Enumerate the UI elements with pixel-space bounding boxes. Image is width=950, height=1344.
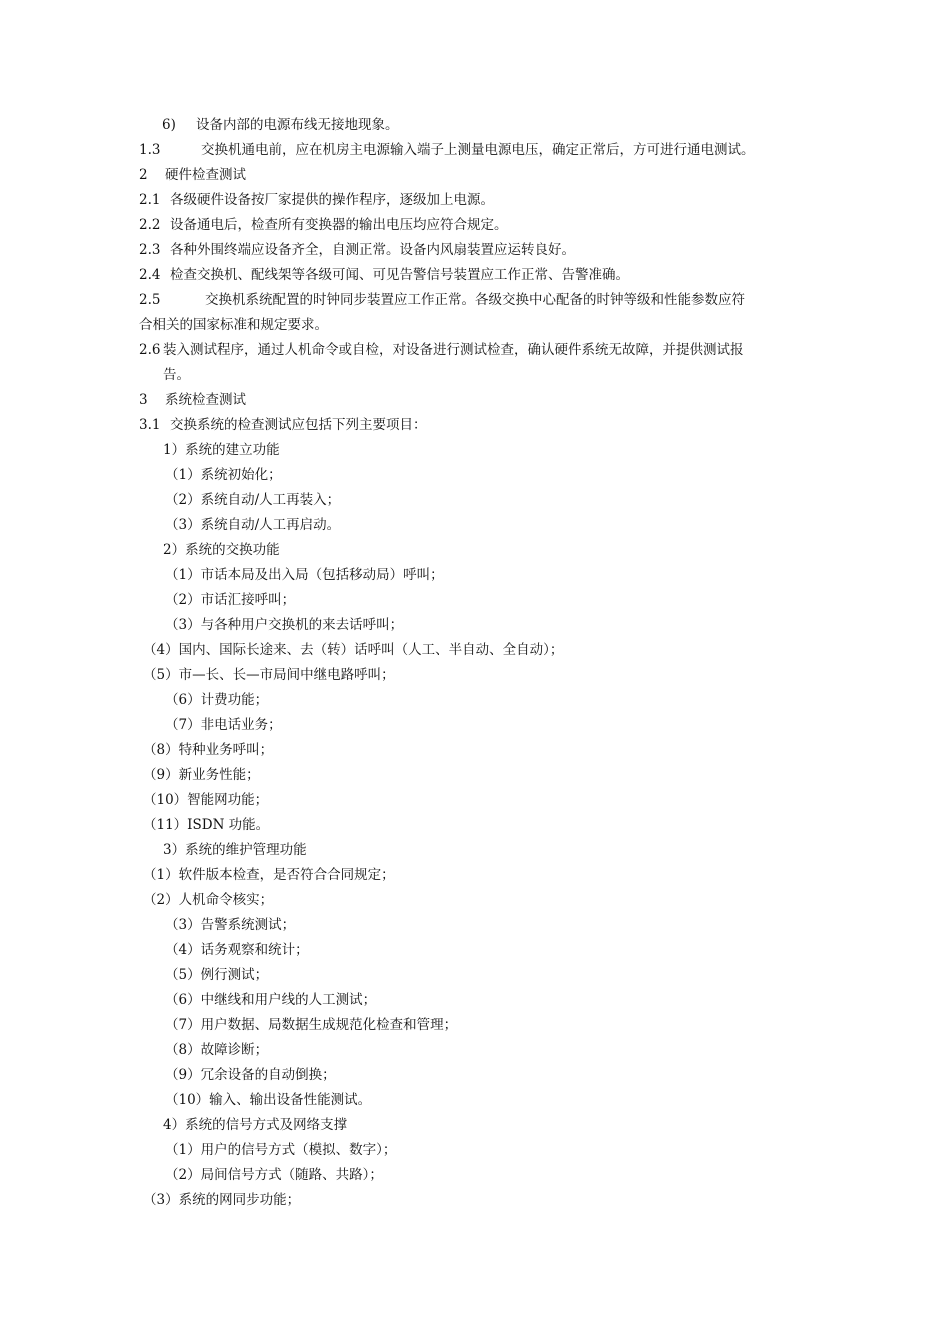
list-item: （3）与各种用户交换机的来去话呼叫；: [165, 617, 404, 633]
list-item: （7）用户数据、局数据生成规范化检查和管理；: [165, 1017, 458, 1033]
list-item: （2）市话汇接呼叫；: [165, 592, 296, 608]
list-item: （11）ISDN 功能。: [143, 817, 270, 833]
list-item: （8）故障诊断；: [165, 1042, 269, 1058]
section-2-6: 2.6 装入测试程序，通过人机命令或自检，对设备进行测试检查，确认硬件系统无故障，并提供测试报: [139, 342, 744, 358]
section-2-3: 2.3 各种外围终端应设备齐全，自测正常。设备内风扇装置应运转良好。: [139, 242, 575, 258]
section-2-2: 2.2 设备通电后，检查所有变换器的输出电压均应符合规定。: [139, 217, 508, 233]
section-2-6-continuation: 告。: [163, 367, 190, 383]
section-3-1: 3.1 交换系统的检查测试应包括下列主要项目：: [139, 417, 427, 433]
section-2-4: 2.4 检查交换机、配线架等各级可闻、可见告警信号装置应工作正常、告警准确。: [139, 267, 629, 283]
list-item: （5）例行测试；: [165, 967, 269, 983]
list-item: （1）系统初始化；: [165, 467, 282, 483]
subsection-heading: 1）系统的建立功能: [163, 442, 280, 458]
list-item: （2）系统自动/人工再装入；: [165, 492, 341, 508]
list-item: （10）输入、输出设备性能测试。: [165, 1092, 372, 1108]
list-item: （1）软件版本检查，是否符合合同规定；: [143, 867, 395, 883]
list-item: （3）告警系统测试；: [165, 917, 296, 933]
section-heading-2: 2 硬件检查测试: [139, 167, 246, 183]
list-item: （5）市—长、长—市局间中继电路呼叫；: [143, 667, 395, 683]
section-1-3: 1.3 交换机通电前，应在机房主电源输入端子上测量电源电压，确定正常后，方可进行通电测试。: [139, 142, 755, 158]
section-2-5: 2.5 交换机系统配置的时钟同步装置应工作正常。各级交换中心配备的时钟等级和性能参数应符: [139, 292, 745, 308]
list-item: （1）市话本局及出入局（包括移动局）呼叫；: [165, 567, 444, 583]
list-item: （9）新业务性能；: [143, 767, 260, 783]
list-item: （2）人机命令核实；: [143, 892, 274, 908]
list-item: （2）局间信号方式（随路、共路）；: [165, 1167, 383, 1183]
list-item: （6）计费功能；: [165, 692, 269, 708]
section-heading-3: 3 系统检查测试: [139, 392, 246, 408]
subsection-heading: 3）系统的维护管理功能: [163, 842, 307, 858]
list-item: （3）系统自动/人工再启动。: [165, 517, 341, 533]
list-item: （8）特种业务呼叫；: [143, 742, 274, 758]
subsection-heading: 4）系统的信号方式及网络支撑: [163, 1117, 348, 1133]
list-item: （7）非电话业务；: [165, 717, 282, 733]
section-2-1: 2.1 各级硬件设备按厂家提供的操作程序，逐级加上电源。: [139, 192, 494, 208]
list-item: （10）智能网功能；: [143, 792, 269, 808]
section-2-5-continuation: 合相关的国家标准和规定要求。: [139, 317, 328, 333]
subsection-heading: 2）系统的交换功能: [163, 542, 280, 558]
list-item: （3）系统的网同步功能；: [143, 1192, 301, 1208]
list-item: （1）用户的信号方式（模拟、数字）；: [165, 1142, 397, 1158]
list-item-6: 6) 设备内部的电源布线无接地现象。: [162, 117, 399, 133]
list-item: （9）冗余设备的自动倒换；: [165, 1067, 336, 1083]
list-item: （4）国内、国际长途来、去（转）话呼叫（人工、半自动、全自动）；: [143, 642, 564, 658]
list-item: （6）中继线和用户线的人工测试；: [165, 992, 377, 1008]
list-item: （4）话务观察和统计；: [165, 942, 309, 958]
